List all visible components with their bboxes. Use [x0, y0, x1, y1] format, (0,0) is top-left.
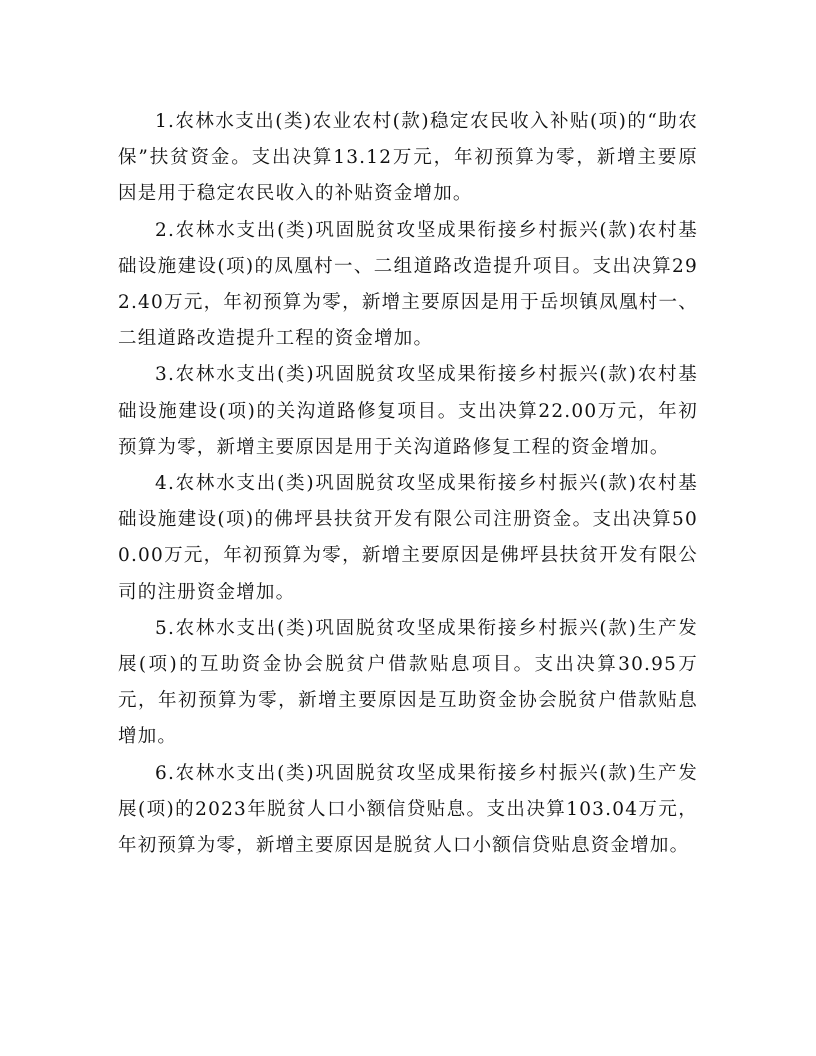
paragraph-1: 1.农林水支出(类)农业农村(款)稳定农民收入补贴(项)的“助农保”扶贫资金。支出决算13.12万元，年初预算为零，新增主要原因是用于稳定农民收入的补贴资金增加。 [118, 111, 698, 205]
paragraph-3: 3.农林水支出(类)巩固脱贫攻坚成果衔接乡村振兴(款)农村基础设施建设(项)的关沟道路修复项目。支出决算22.00万元，年初预算为零，新增主要原因是用于关沟道路修复工程的资金增加。 [118, 364, 698, 458]
paragraph-4: 4.农林水支出(类)巩固脱贫攻坚成果衔接乡村振兴(款)农村基础设施建设(项)的佛坪县扶贫开发有限公司注册资金。支出决算500.00万元，年初预算为零，新增主要原因是佛坪县扶贫开发有限公司的注册资金增加。 [118, 473, 698, 603]
document-body [118, 104, 698, 864]
paragraph-2: 2.农林水支出(类)巩固脱贫攻坚成果衔接乡村振兴(款)农村基础设施建设(项)的凤凰村一、二组道路改造提升项目。支出决算292.40万元，年初预算为零，新增主要原因是用于岳坝镇凤凰村一、二组道路改造提升工程的资金增加。 [118, 219, 698, 350]
paragraph-5: 5.农林水支出(类)巩固脱贫攻坚成果衔接乡村振兴(款)生产发展(项)的互助资金协会脱贫户借款贴息项目。支出决算30.95万元，年初预算为零，新增主要原因是互助资金协会脱贫户借款贴息增加。 [118, 617, 698, 748]
paragraph-6: 6.农林水支出(类)巩固脱贫攻坚成果衔接乡村振兴(款)生产发展(项)的2023年脱贫人口小额信贷贴息。支出决算103.04万元，年初预算为零，新增主要原因是脱贫人口小额信贷贴息资金增加。 [118, 762, 698, 857]
